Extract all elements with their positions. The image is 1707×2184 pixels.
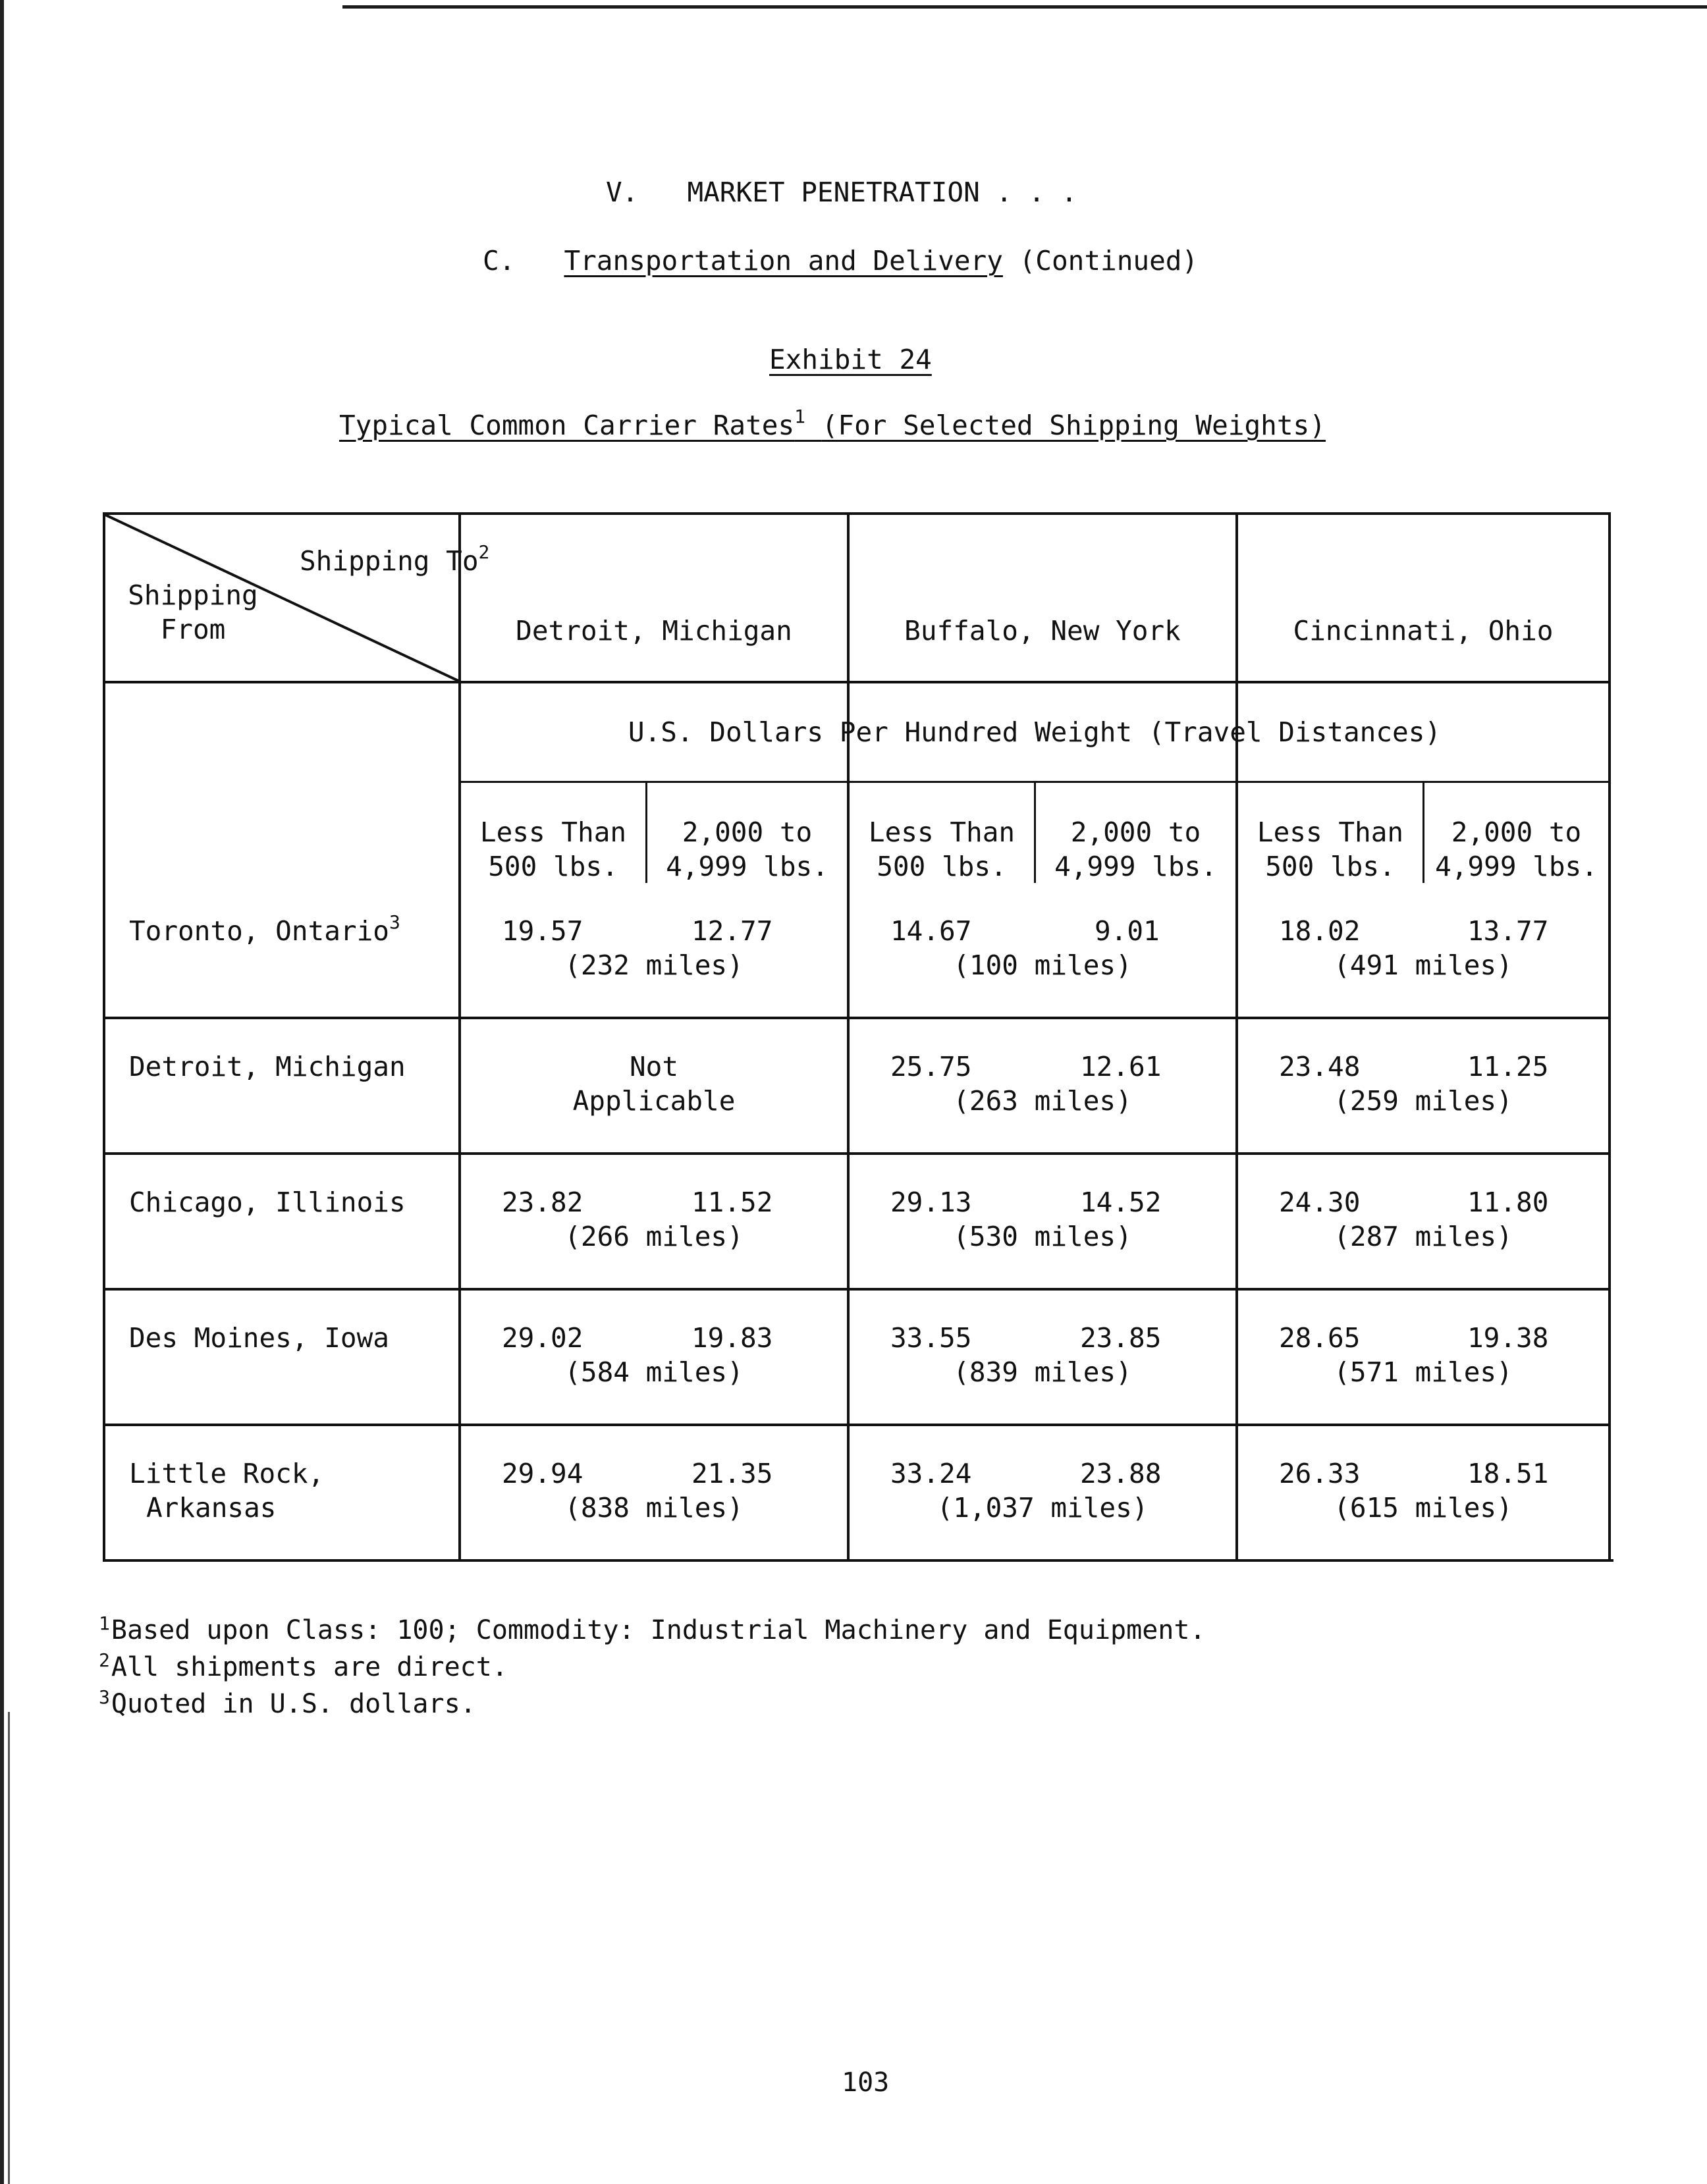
weight-class-low: Less Than 500 lbs. xyxy=(1257,816,1404,882)
destination-header-cincinnati: Cincinnati, Ohio xyxy=(1293,615,1554,647)
distance: (232 miles) xyxy=(564,949,744,981)
distance: (100 miles) xyxy=(953,949,1132,981)
rate-high: 13.77 xyxy=(1467,915,1549,947)
rate-high: 12.61 xyxy=(1080,1051,1162,1082)
subsection-title: Transportation and Delivery xyxy=(564,245,1003,277)
subsection-suffix: (Continued) xyxy=(1019,245,1199,277)
footnotes xyxy=(99,1613,1206,1724)
units-header: U.S. Dollars Per Hundred Weight (Travel Distances) xyxy=(628,716,1442,748)
distance: (287 miles) xyxy=(1334,1221,1513,1252)
exhibit-label: Exhibit 24 xyxy=(769,344,932,375)
rate-low: 14.67 xyxy=(890,915,972,947)
rate-high: 19.38 xyxy=(1467,1322,1549,1354)
rate-low: 29.02 xyxy=(502,1322,583,1354)
rate-low: 24.30 xyxy=(1279,1186,1361,1218)
not-applicable: Not Applicable xyxy=(572,1051,736,1117)
corner-to-label: Shipping To$^2$ xyxy=(300,541,490,577)
rate-low: 25.75 xyxy=(890,1051,972,1082)
rate-high: 18.51 xyxy=(1467,1458,1549,1489)
distance: (530 miles) xyxy=(953,1221,1132,1252)
rate-high: 9.01 xyxy=(1095,915,1160,947)
rate-high: 11.80 xyxy=(1467,1186,1549,1218)
rate-high: 11.25 xyxy=(1467,1051,1549,1082)
weight-class-low: Less Than 500 lbs. xyxy=(479,816,627,882)
exhibit-title-text: Typical Common Carrier Rates$^1$ (For Selected Shipping Weights) xyxy=(339,406,1326,441)
col-divider-3 xyxy=(1235,512,1238,1562)
weight-class-high: 2,000 to 4,999 lbs. xyxy=(666,816,828,882)
rate-high: 14.52 xyxy=(1080,1186,1162,1218)
rate-high: 19.83 xyxy=(691,1322,773,1354)
corner-from-label: Shipping From xyxy=(128,579,258,645)
rate-low: 33.55 xyxy=(890,1322,972,1354)
origin-toronto: Toronto, Ontario$^3$ xyxy=(129,911,400,947)
destination-header-buffalo: Buffalo, New York xyxy=(904,615,1181,647)
exhibit-title xyxy=(339,406,1326,441)
weight-class-high: 2,000 to 4,999 lbs. xyxy=(1435,816,1598,882)
weight-class-high: 2,000 to 4,999 lbs. xyxy=(1054,816,1217,882)
scan-edge-lower xyxy=(8,1712,10,2184)
origin-des-moines: Des Moines, Iowa xyxy=(129,1322,389,1354)
exhibit-title-footnote-mark: 1 xyxy=(794,406,806,427)
footnote: $^2$All shipments are direct. xyxy=(99,1649,508,1682)
rate-high: 23.88 xyxy=(1080,1458,1162,1489)
rate-low: 28.65 xyxy=(1279,1322,1361,1354)
weight-class-low: Less Than 500 lbs. xyxy=(868,816,1016,882)
rate-high: 12.77 xyxy=(691,915,773,947)
origin-detroit: Detroit, Michigan xyxy=(129,1051,406,1082)
footnote: $^3$Quoted in U.S. dollars. xyxy=(99,1686,476,1719)
rate-low: 23.48 xyxy=(1279,1051,1361,1082)
row-rule-3 xyxy=(103,1288,1611,1291)
row-rule-2 xyxy=(103,1152,1611,1155)
rate-low: 33.24 xyxy=(890,1458,972,1489)
distance: (259 miles) xyxy=(1334,1085,1513,1117)
distance: (615 miles) xyxy=(1334,1492,1513,1524)
origin-chicago: Chicago, Illinois xyxy=(129,1186,406,1218)
origin-footnote-mark: 3 xyxy=(389,911,400,933)
subsection-letter: C. xyxy=(483,245,516,277)
rate-low: 29.13 xyxy=(890,1186,972,1218)
distance: (838 miles) xyxy=(564,1492,744,1524)
distance: (584 miles) xyxy=(564,1356,744,1388)
row-rule-4 xyxy=(103,1424,1611,1426)
footnote: $^1$Based upon Class: 100; Commodity: Industrial Machinery and Equipment. xyxy=(99,1612,1206,1645)
distance: (1,037 miles) xyxy=(936,1492,1149,1524)
row-rule-1 xyxy=(103,1017,1611,1019)
rate-low: 23.82 xyxy=(502,1186,583,1218)
rate-low: 29.94 xyxy=(502,1458,583,1489)
header-rule xyxy=(103,681,1611,683)
rate-low: 19.57 xyxy=(502,915,583,947)
destination-header-detroit: Detroit, Michigan xyxy=(516,615,792,647)
scan-edge xyxy=(0,0,4,2184)
distance: (263 miles) xyxy=(953,1085,1132,1117)
units-rule xyxy=(461,781,1611,783)
origin-little-rock: Little Rock, Arkansas xyxy=(129,1458,325,1524)
rate-low: 18.02 xyxy=(1279,915,1361,947)
table-border-bottom xyxy=(103,1559,1613,1562)
section-heading xyxy=(606,176,1077,208)
rate-low: 26.33 xyxy=(1279,1458,1361,1489)
section-number: V. xyxy=(606,176,639,208)
rate-high: 11.52 xyxy=(691,1186,773,1218)
section-title: MARKET PENETRATION . . . xyxy=(687,176,1077,208)
col-divider-2 xyxy=(847,512,850,1562)
rate-high: 23.85 xyxy=(1080,1322,1162,1354)
top-rule xyxy=(342,5,1707,9)
table-border-right xyxy=(1608,512,1611,1562)
distance: (571 miles) xyxy=(1334,1356,1513,1388)
col-divider-1 xyxy=(458,512,461,1562)
distance: (839 miles) xyxy=(953,1356,1132,1388)
distance: (491 miles) xyxy=(1334,949,1513,981)
subsection-heading xyxy=(483,245,1198,277)
corner-to-footnote-mark: 2 xyxy=(478,541,490,563)
page-number: 103 xyxy=(842,2067,890,2098)
distance: (266 miles) xyxy=(564,1221,744,1252)
rate-high: 21.35 xyxy=(691,1458,773,1489)
